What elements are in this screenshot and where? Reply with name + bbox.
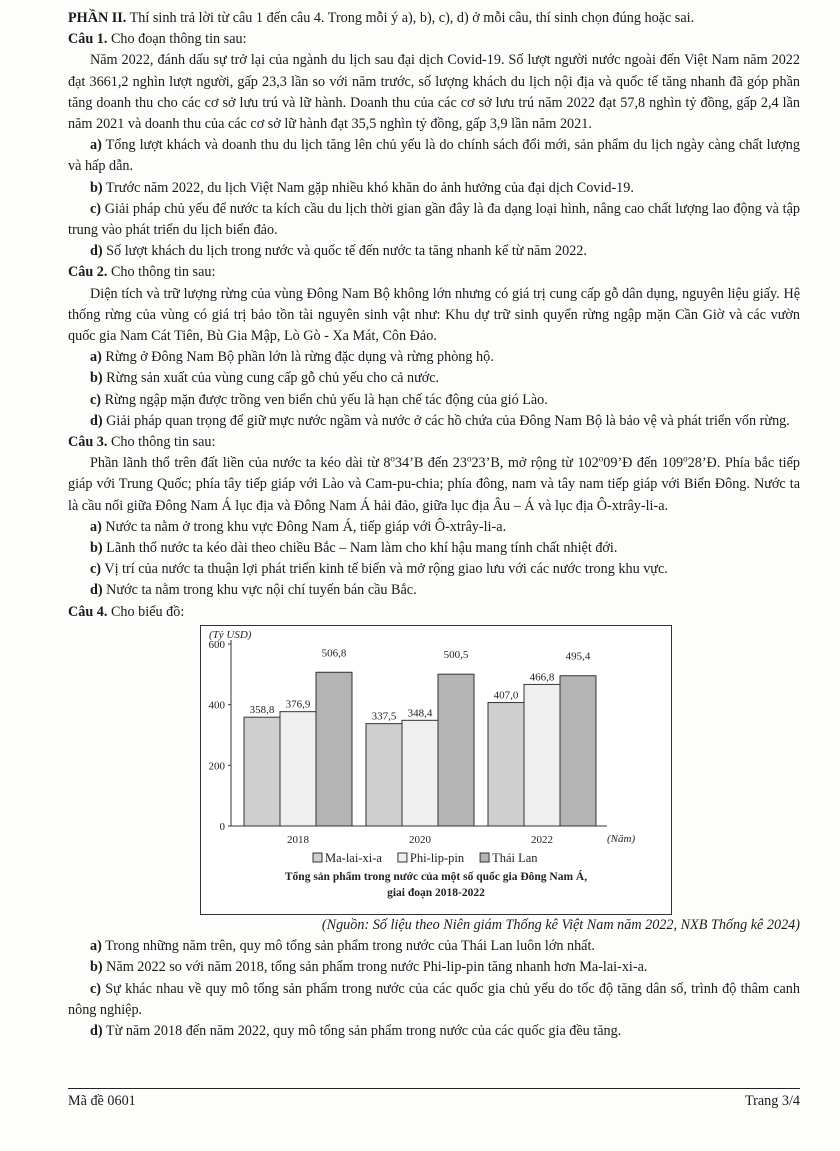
bar-ma-lai-xi-a-2018 (244, 717, 280, 826)
item-label: c) (90, 391, 102, 408)
bar-thái lan-2018 (316, 672, 352, 826)
bar-phi-lip-pin-2020 (402, 720, 438, 826)
item-label: a) (90, 938, 102, 955)
legend-swatch (313, 853, 322, 862)
item-text: Nước ta nằm trong khu vực nội chí tuyến bán cầu Bắc. (102, 582, 417, 599)
part-label: PHẦN II. (68, 10, 127, 26)
page-number: Trang 3/4 (744, 1093, 800, 1109)
item-label: b) (90, 370, 103, 387)
passage-part: 09’Đ đến 109 (603, 455, 684, 472)
question-4-heading (68, 602, 800, 623)
question-2-item-c (68, 390, 800, 411)
question-2-passage: Diện tích và trữ lượng rừng của vùng Đông Nam Bộ không lớn nhưng có giá trị cung cấp gỗ dân dụng, nguyên liệu giấy. Hệ thống rừng của vùng có giá trị bảo tồn tài nguyên sinh vật như: Khu dự trữ sinh quyển rừng ngập mặn Cần Giờ và các vườn quốc gia Nam Cát Tiên, Bù Gia Mập, Lò Gò - Xa Mát, Côn Đảo. (68, 285, 800, 345)
data-label: 500,5 (443, 649, 469, 662)
question-3-passage (68, 453, 800, 517)
question-3-label: Câu 3. (68, 434, 108, 451)
y-axis-label: (Tỷ USD) (209, 628, 252, 641)
item-label: a) (90, 137, 102, 154)
question-1-item-a (68, 135, 800, 177)
bar-thái lan-2020 (438, 674, 474, 826)
y-tick-label: 0 (219, 820, 225, 833)
bar-ma-lai-xi-a-2022 (488, 702, 524, 825)
item-text: Giải pháp chủ yếu để nước ta kích cầu du lịch thời gian gần đây là đa dạng loại hình, nâng cao chất lượng lao động và tập trung vào phát triển du lịch biển đảo. (68, 200, 800, 239)
bar-phi-lip-pin-2022 (524, 684, 560, 826)
question-2-item-b (68, 368, 800, 389)
bar-ma-lai-xi-a-2020 (366, 724, 402, 826)
question-1-item-d (68, 241, 800, 262)
question-1-intro: Cho đoạn thông tin sau: (107, 31, 247, 48)
y-tick-label: 400 (208, 699, 225, 712)
data-label: 466,8 (529, 671, 555, 684)
x-axis-label: (Năm) (607, 832, 636, 845)
legend-label: Ma-lai-xi-a (325, 850, 382, 865)
question-2-intro: Cho thông tin sau: (107, 264, 216, 281)
bar-thái lan-2022 (560, 676, 596, 826)
item-text: Tổng lượt khách và doanh thu du lịch tăng lên chủ yếu là do chính sách đổi mới, sản phẩm du lịch ngày càng chất lượng và hấp dẫn. (68, 137, 800, 175)
chart-title-period: giai đoạn 2018-2022 (387, 886, 485, 899)
item-text: Sự khác nhau về quy mô tổng sản phẩm trong nước của các quốc gia chủ yếu do tốc độ tăng dân số, trình độ thâm canh nông nghiệp. (68, 980, 800, 1018)
page-footer (68, 1088, 800, 1112)
question-1-item-c (68, 199, 800, 241)
data-label: 358,8 (249, 704, 275, 717)
part-instructions (68, 8, 800, 29)
item-text: Nước ta nằm ở trong khu vực Đông Nam Á, tiếp giáp với Ô-xtrây-li-a. (101, 518, 507, 535)
degree-sign: o (683, 453, 688, 464)
degree-sign: o (466, 453, 472, 464)
question-4-item-d (68, 1021, 800, 1042)
item-text: Lãnh thổ nước ta kéo dài theo chiều Bắc – Nam làm cho khí hậu mang tính chất nhiệt đới. (102, 540, 618, 557)
part-text: Thí sinh trả lời từ câu 1 đến câu 4. Trong mỗi ý a), b), c), d) ở mỗi câu, thí sinh chọn đúng hoặc sai. (126, 10, 695, 26)
gdp-bar-chart (200, 625, 672, 915)
item-label: a) (90, 349, 102, 366)
degree-sign: o (390, 453, 395, 464)
question-4-item-c (68, 979, 800, 1021)
item-text: Rừng ở Đông Nam Bộ phần lớn là rừng đặc dụng và rừng phòng hộ. (101, 349, 494, 366)
item-label: d) (90, 412, 103, 429)
item-text: Từ năm 2018 đến năm 2022, quy mô tổng sản phẩm trong nước của các quốc gia đều tăng. (102, 1022, 622, 1039)
exam-page (68, 8, 800, 1042)
question-2-heading (68, 262, 800, 283)
legend-swatch (398, 853, 407, 862)
item-text: Giải pháp quan trọng để giữ mực nước ngầm và nước ở các hồ chứa của Đông Nam Bộ là bảo vệ và phát triển vốn rừng. (102, 412, 790, 429)
question-1-label: Câu 1. (68, 31, 108, 48)
question-1-heading (68, 29, 800, 50)
passage-part: 23’B, mở rộng từ 102 (471, 455, 599, 472)
data-label: 506,8 (321, 647, 347, 660)
question-3-item-b (68, 538, 800, 559)
data-label: 407,0 (493, 689, 519, 702)
question-3-heading (68, 432, 800, 453)
data-label: 495,4 (565, 650, 591, 663)
question-3-item-d (68, 580, 800, 601)
legend-label: Thái Lan (492, 850, 538, 865)
item-label: d) (90, 582, 103, 599)
question-2-item-d (68, 411, 800, 432)
legend-swatch (480, 853, 489, 862)
question-3-intro: Cho thông tin sau: (107, 434, 216, 451)
x-tick-label: 2022 (531, 833, 553, 846)
chart-svg (201, 626, 671, 914)
question-2-item-a (68, 347, 800, 368)
item-text: Vị trí của nước ta thuận lợi phát triển kinh tế biển và mở rộng giao lưu với các nước trong khu vực. (101, 561, 668, 578)
question-3-item-a (68, 517, 800, 538)
question-4-item-b (68, 957, 800, 978)
y-tick-label: 200 (208, 760, 225, 773)
question-4-label: Câu 4. (68, 603, 108, 620)
item-label: c) (90, 561, 102, 578)
question-2-label: Câu 2. (68, 264, 108, 281)
passage-part: 28’Đ. Phía bắc tiếp giáp với Trung Quốc; phía tây tiếp giáp với Lào và Cam-pu-chia; phía đông, nam và tây nam tiếp giáp với Biển Đông. Nước ta là cầu nối giữa Đông Nam Á lục địa và Đông Nam Á hải đảo, giữa lục địa Âu – Á và lục địa Ô-xtrây-li-a. (68, 455, 800, 514)
data-label: 348,4 (407, 707, 433, 720)
question-1-passage: Năm 2022, đánh dấu sự trở lại của ngành du lịch sau đại dịch Covid-19. Số lượt người nước ngoài đến Việt Nam năm 2022 đạt 3661,2 nghìn lượt người, gấp 23,3 lần so với năm trước, số lượng khách du lịch nội địa và quốc tế tăng nhanh đã góp phần tăng doanh thu cho các cơ sở lưu trú và lữ hành. Doanh thu của các cơ sở lưu trú năm 2022 đạt 57,8 nghìn tỷ đồng, gấp 2,4 lần năm 2021 và doanh thu của các cơ sở lữ hành đạt 35,5 nghìn tỷ đồng, gấp 3,9 lần năm 2021. (68, 52, 800, 133)
question-4-item-a (68, 936, 800, 957)
item-text: Năm 2022 so với năm 2018, tổng sản phẩm trong nước Phi-lip-pin tăng nhanh hơn Ma-lai-xi-a. (102, 959, 648, 976)
item-label: c) (90, 980, 102, 997)
passage-part: 34’B đến 23 (394, 455, 467, 472)
item-label: b) (90, 179, 103, 196)
item-text: Số lượt khách du lịch trong nước và quốc tế đến nước ta tăng nhanh kể từ năm 2022. (102, 243, 587, 260)
exam-code: Mã đề 0601 (68, 1093, 136, 1109)
chart-source: (Nguồn: Số liệu theo Niên giám Thống kê Việt Nam năm 2022, NXB Thống kê 2024) (321, 916, 800, 933)
x-tick-label: 2018 (287, 833, 309, 846)
data-label: 376,9 (285, 698, 311, 711)
y-tick-label: 600 (208, 638, 225, 651)
item-label: d) (90, 1022, 103, 1039)
passage-part: Phần lãnh thổ trên đất liền của nước ta kéo dài từ 8 (90, 455, 391, 472)
question-3-item-c (68, 559, 800, 580)
item-label: b) (90, 959, 103, 976)
question-4-intro: Cho biểu đồ: (107, 603, 185, 620)
item-text: Rừng sản xuất của vùng cung cấp gỗ chủ yếu cho cả nước. (102, 370, 440, 387)
data-label: 337,5 (371, 710, 397, 723)
item-label: b) (90, 540, 103, 557)
item-label: a) (90, 518, 102, 535)
x-tick-label: 2020 (409, 833, 431, 846)
item-text: Trong những năm trên, quy mô tổng sản phẩm trong nước của Thái Lan luôn lớn nhất. (101, 938, 595, 955)
bar-phi-lip-pin-2018 (280, 712, 316, 826)
item-label: c) (90, 200, 102, 217)
chart-title: Tổng sản phẩm trong nước của một số quốc gia Đông Nam Á, (284, 870, 588, 883)
question-1-item-b (68, 178, 800, 199)
item-text: Trước năm 2022, du lịch Việt Nam gặp nhiều khó khăn do ảnh hưởng của đại dịch Covid-19. (102, 179, 634, 196)
degree-sign: o (598, 453, 604, 464)
legend-label: Phi-lip-pin (409, 850, 465, 865)
item-text: Rừng ngập mặn được trồng ven biển chủ yếu là hạn chế tác động của gió Lào. (101, 391, 548, 408)
item-label: d) (90, 243, 103, 260)
